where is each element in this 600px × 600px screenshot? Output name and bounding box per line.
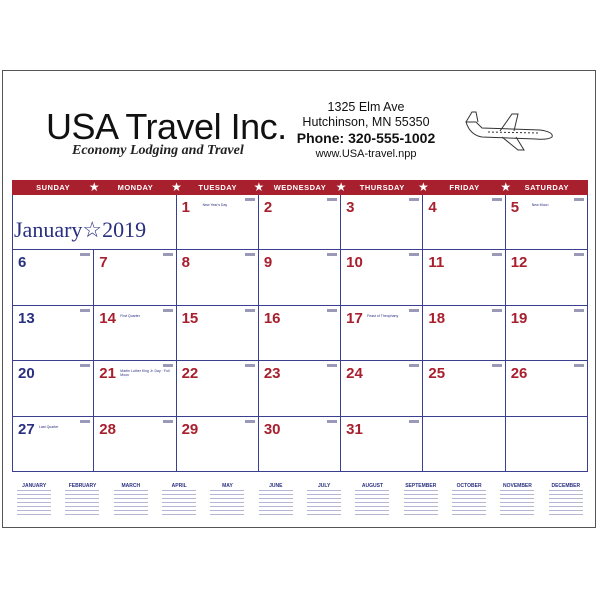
mini-month-dates [210, 490, 244, 516]
mini-month-november [493, 483, 541, 523]
day-number: 12 [510, 254, 528, 272]
mini-month-dates [549, 490, 583, 516]
mini-month-name: JUNE [269, 483, 283, 489]
airplane-icon [462, 108, 558, 152]
day-of-year-marker [574, 253, 584, 256]
day-of-year-marker [327, 364, 337, 367]
day-number: 8 [181, 254, 190, 272]
day-number: 21 [99, 365, 116, 383]
day-note: Feast of Theophany [367, 313, 399, 318]
day-number: 27 [18, 420, 35, 438]
mini-month-name: JULY [317, 483, 331, 489]
mini-month-march [107, 483, 155, 523]
day-cell-8[interactable] [177, 250, 259, 305]
day-cell-15[interactable] [177, 306, 259, 361]
empty-day-cell [423, 417, 505, 472]
contact-block [286, 100, 446, 161]
day-number: 22 [181, 365, 199, 383]
day-cell-10[interactable] [341, 250, 423, 305]
day-of-year-marker [245, 309, 255, 312]
day-of-year-marker [163, 420, 173, 423]
day-cell-31[interactable] [341, 417, 423, 472]
header-star-icon: ★ [171, 180, 182, 194]
weekday-thursday: THURSDAY [359, 183, 405, 192]
month-title: January☆2019 [14, 217, 147, 242]
day-note: New Moon [531, 203, 549, 207]
day-number: 31 [346, 420, 363, 438]
mini-month-name: OCTOBER [456, 483, 482, 489]
company-name: USA Travel Inc. [46, 106, 287, 147]
day-note: First Quarter [120, 313, 140, 318]
website: www.USA-travel.npp [315, 148, 417, 160]
day-cell-9[interactable] [259, 250, 341, 305]
day-number: 15 [181, 309, 199, 327]
weekday-friday: FRIDAY [449, 183, 480, 192]
day-of-year-marker [327, 253, 337, 256]
mini-month-february [58, 483, 106, 523]
day-number: 28 [99, 420, 116, 438]
day-number: 9 [263, 254, 273, 272]
day-number: 19 [510, 309, 528, 327]
day-number: 6 [18, 254, 27, 272]
day-of-year-marker [163, 364, 173, 367]
day-of-year-marker [163, 253, 173, 256]
mini-month-may [203, 483, 251, 523]
day-of-year-marker [574, 309, 584, 312]
day-cell-7[interactable] [94, 250, 176, 305]
day-cell-6[interactable] [12, 250, 94, 305]
day-cell-4[interactable] [423, 195, 505, 250]
mini-month-dates [17, 490, 51, 516]
day-of-year-marker [327, 420, 337, 423]
mini-month-september [397, 483, 445, 523]
mini-month-name: MARCH [121, 483, 141, 489]
day-number: 16 [263, 309, 281, 327]
phone: Phone: 320-555-1002 [296, 130, 436, 146]
day-of-year-marker [80, 309, 90, 312]
mini-month-dates [452, 490, 486, 516]
mini-month-august [348, 483, 396, 523]
mini-month-dates [500, 490, 534, 516]
day-number: 20 [18, 365, 35, 383]
day-cell-18[interactable] [423, 306, 505, 361]
day-cell-21[interactable] [94, 361, 176, 416]
day-number: 3 [346, 199, 355, 216]
header-star-icon: ★ [88, 180, 100, 194]
mini-month-dates [114, 490, 148, 516]
day-of-year-marker [409, 420, 419, 423]
mini-month-dates [259, 490, 293, 516]
day-cell-17[interactable] [341, 306, 423, 361]
mini-month-name: NOVEMBER [502, 483, 532, 489]
day-number: 4 [428, 199, 437, 216]
day-cell-11[interactable] [423, 250, 505, 305]
address-line-1: 1325 Elm Ave [327, 100, 405, 114]
header-star-icon: ★ [500, 180, 512, 194]
day-of-year-marker [80, 420, 90, 423]
day-of-year-marker [409, 198, 419, 201]
day-number: 18 [428, 309, 446, 327]
day-of-year-marker [80, 253, 90, 256]
day-of-year-marker [409, 253, 419, 256]
mini-month-dates [65, 490, 99, 516]
day-of-year-marker [163, 309, 173, 312]
mini-month-april [155, 483, 203, 523]
day-of-year-marker [245, 420, 255, 423]
day-of-year-marker [492, 309, 502, 312]
day-note: Martin Luther King Jr. Day · Full Moon [120, 369, 170, 378]
mini-month-dates [355, 490, 389, 516]
mini-month-january [10, 483, 58, 523]
day-of-year-marker [245, 253, 255, 256]
day-cell-28[interactable] [94, 417, 176, 472]
day-cell-2[interactable] [259, 195, 341, 250]
mini-month-name: FEBRUARY [68, 483, 97, 489]
day-number: 13 [18, 309, 35, 327]
day-of-year-marker [492, 364, 502, 367]
day-note: Last Quarter [39, 424, 59, 429]
day-number: 17 [346, 309, 363, 327]
day-note: New Year's Day [202, 203, 228, 207]
day-number: 26 [510, 365, 528, 383]
day-of-year-marker [409, 309, 419, 312]
header-star-icon: ★ [418, 180, 429, 194]
mini-months-strip [10, 483, 590, 523]
day-of-year-marker [80, 364, 90, 367]
day-number: 5 [510, 199, 520, 216]
day-number: 14 [99, 309, 116, 327]
mini-month-name: APRIL [171, 483, 187, 489]
day-number: 7 [99, 254, 108, 272]
weekday-monday: MONDAY [117, 183, 154, 192]
mini-month-december [542, 483, 590, 523]
day-of-year-marker [574, 198, 584, 201]
day-cell-23[interactable] [259, 361, 341, 416]
mini-month-july [300, 483, 348, 523]
day-of-year-marker [492, 253, 502, 256]
day-cell-29[interactable] [177, 417, 259, 472]
weekday-saturday: SATURDAY [524, 183, 570, 192]
mini-month-october [445, 483, 493, 523]
mini-month-name: SEPTEMBER [405, 483, 437, 489]
day-of-year-marker [409, 364, 419, 367]
day-cell-19[interactable] [506, 306, 588, 361]
mini-month-dates [162, 490, 196, 516]
day-number: 10 [346, 254, 363, 272]
day-cell-20[interactable] [12, 361, 94, 416]
day-cell-22[interactable] [177, 361, 259, 416]
day-number: 1 [181, 199, 190, 216]
weekday-wednesday: WEDNESDAY [273, 183, 327, 192]
weekday-sunday: SUNDAY [36, 183, 71, 192]
day-number: 24 [346, 365, 363, 383]
day-of-year-marker [327, 198, 337, 201]
mini-month-name: AUGUST [361, 483, 384, 489]
day-cell-5[interactable] [506, 195, 588, 250]
day-cell-12[interactable] [506, 250, 588, 305]
day-cell-3[interactable] [341, 195, 423, 250]
header-star-icon: ★ [253, 180, 265, 194]
day-cell-26[interactable] [506, 361, 588, 416]
day-number: 30 [263, 420, 281, 438]
empty-day-cell [506, 417, 588, 472]
day-of-year-marker [574, 364, 584, 367]
day-cell-1[interactable] [177, 195, 259, 250]
mini-month-june [252, 483, 300, 523]
day-cell-13[interactable] [12, 306, 94, 361]
day-number: 25 [428, 365, 446, 383]
day-of-year-marker [245, 198, 255, 201]
mini-month-name: DECEMBER [551, 483, 581, 489]
day-cell-24[interactable] [341, 361, 423, 416]
day-number: 23 [263, 365, 281, 383]
day-cell-27[interactable] [12, 417, 94, 472]
mini-month-dates [307, 490, 341, 516]
mini-month-dates [404, 490, 438, 516]
day-of-year-marker [492, 198, 502, 201]
day-of-year-marker [245, 364, 255, 367]
day-number: 29 [181, 420, 199, 438]
weekday-tuesday: TUESDAY [198, 183, 238, 192]
address-line-2: Hutchinson, MN 55350 [302, 115, 430, 129]
day-number: 2 [263, 199, 273, 216]
company-tagline: Economy Lodging and Travel [72, 143, 244, 158]
mini-month-name: JANUARY [22, 483, 47, 489]
header-star-icon: ★ [335, 180, 347, 194]
day-cell-25[interactable] [423, 361, 505, 416]
day-cell-14[interactable] [94, 306, 176, 361]
day-cell-30[interactable] [259, 417, 341, 472]
month-grid [12, 195, 588, 472]
day-number: 11 [428, 254, 445, 272]
mini-month-name: MAY [222, 483, 233, 489]
day-cell-16[interactable] [259, 306, 341, 361]
day-of-year-marker [327, 309, 337, 312]
